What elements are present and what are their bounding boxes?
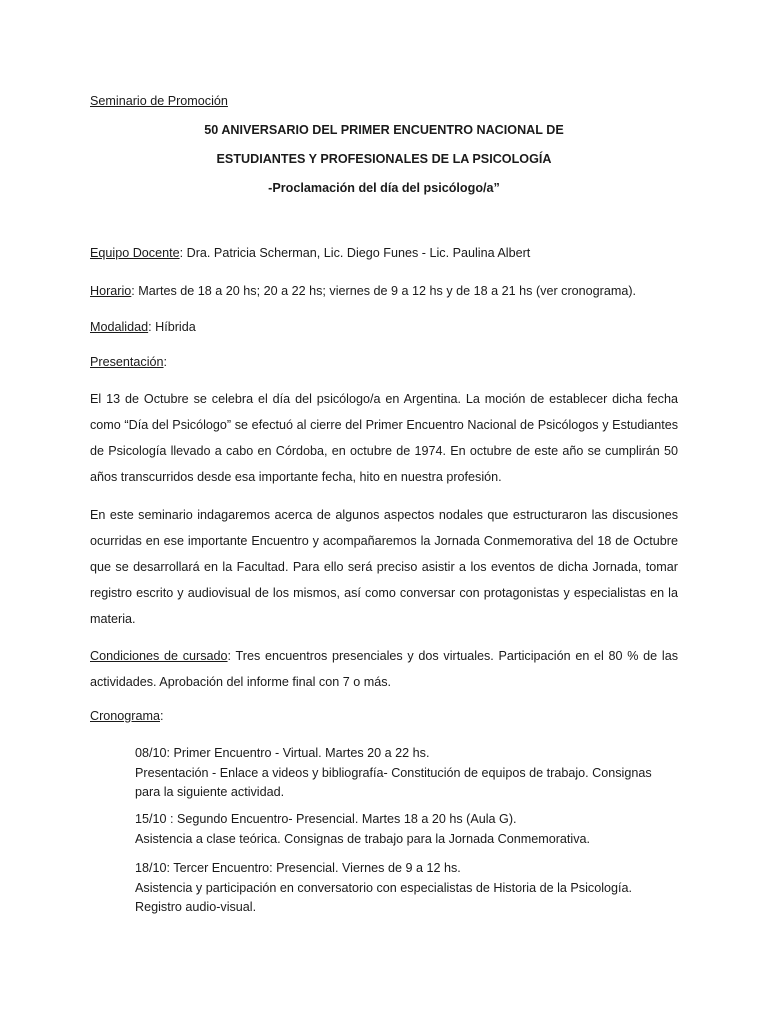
cronograma-item-title: 15/10 : Segundo Encuentro- Presencial. Martes 18 a 20 hs (Aula G). <box>135 812 517 826</box>
modalidad-value: : Híbrida <box>148 320 196 334</box>
seminar-type <box>90 94 678 108</box>
title-line-1: 50 ANIVERSARIO DEL PRIMER ENCUENTRO NACIONAL DE <box>204 123 564 137</box>
equipo-docente-line <box>90 246 678 260</box>
title-line-2: ESTUDIANTES Y PROFESIONALES DE LA PSICOLOGÍA <box>216 152 552 166</box>
condiciones-text: : Tres encuentros presenciales y dos virtuales. Participación en el 80 % de las actividades. Aprobación del informe final con 7 o más. <box>90 649 678 689</box>
cronograma-heading <box>90 709 678 723</box>
horario-value: : Martes de 18 a 20 hs; 20 a 22 hs; viernes de 9 a 12 hs y de 18 a 21 hs (ver cronograma). <box>131 284 637 298</box>
cronograma-item-title: 18/10: Tercer Encuentro: Presencial. Viernes de 9 a 12 hs. <box>135 861 461 875</box>
cronograma-item-detail: Presentación - Enlace a videos y bibliografía- Constitución de equipos de trabajo. Consignas para la siguiente actividad. <box>135 765 652 799</box>
modalidad-label: Modalidad <box>90 320 149 334</box>
presentacion-colon: : <box>163 355 168 369</box>
title-subtitle: -Proclamación del día del psicólogo/a” <box>268 181 500 195</box>
equipo-docente-value: : Dra. Patricia Scherman, Lic. Diego Funes - Lic. Paulina Albert <box>179 246 531 260</box>
horario-label: Horario <box>90 284 132 298</box>
cronograma-item <box>135 810 680 849</box>
presentacion-paragraph-2: En este seminario indagaremos acerca de algunos aspectos nodales que estructuraron las discusiones ocurridas en ese importante Encuentro y acompañaremos la Jornada Conmemorativa del 18 de Octubre que se desarrollará en la Facultad. Para ello será preciso asistir a los eventos de dicha Jornada, tomar registro escrito y audiovisual de los mismos, así como conversar con protagonistas y especialistas en la materia. <box>90 508 678 626</box>
cronograma-item <box>135 859 680 918</box>
condiciones-paragraph <box>90 643 678 695</box>
cronograma-item-title: 08/10: Primer Encuentro - Virtual. Martes 20 a 22 hs. <box>135 746 430 760</box>
condiciones-label: Condiciones de cursado <box>90 649 228 663</box>
cronograma-item <box>135 744 680 803</box>
presentacion-heading <box>90 355 678 369</box>
seminar-type-label: Seminario de Promoción <box>90 94 228 108</box>
modalidad-line <box>90 320 678 334</box>
horario-line <box>90 284 690 298</box>
cronograma-item-detail: Asistencia y participación en conversatorio con especialistas de Historia de la Psicología. Registro audio-visual. <box>135 880 633 914</box>
presentacion-paragraph-1: El 13 de Octubre se celebra el día del psicólogo/a en Argentina. La moción de establecer dicha fecha como “Día del Psicólogo” se efectuó al cierre del Primer Encuentro Nacional de Psicólogos y Estudiantes de Psicología llevado a cabo en Córdoba, en octubre de 1974. En octubre de este año se cumplirán 50 años transcurridos desde esa importante fecha, hito en nuestra profesión. <box>90 392 678 484</box>
cronograma-label: Cronograma <box>90 709 160 723</box>
equipo-docente-label: Equipo Docente <box>90 246 180 260</box>
cronograma-item-detail: Asistencia a clase teórica. Consignas de trabajo para la Jornada Conmemorativa. <box>135 831 591 846</box>
cronograma-colon: : <box>160 709 164 723</box>
presentacion-label: Presentación <box>90 355 164 369</box>
